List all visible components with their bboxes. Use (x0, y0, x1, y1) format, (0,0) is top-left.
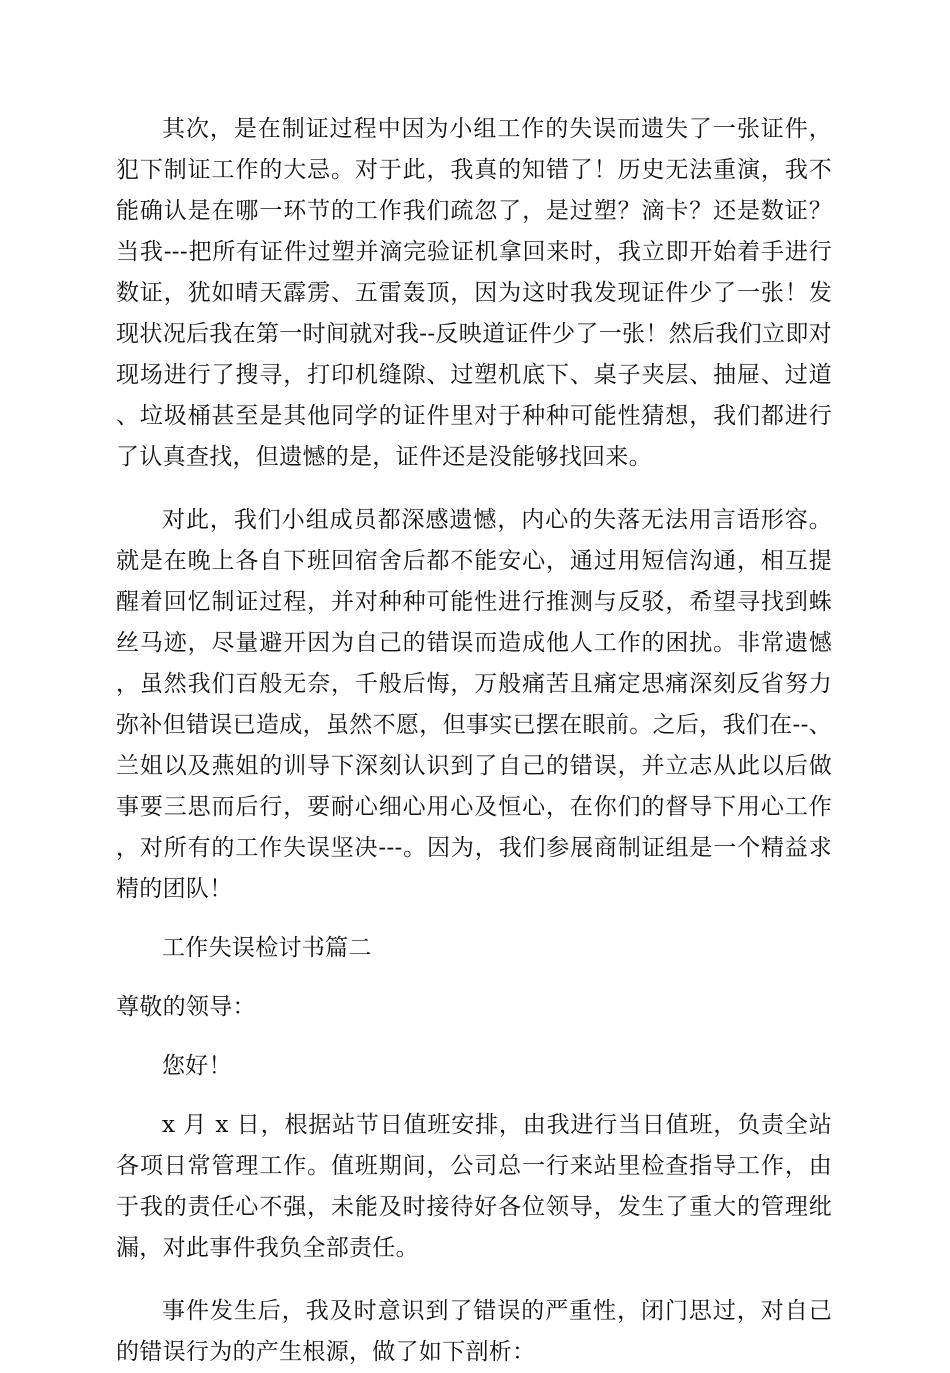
paragraph-lost-certificate: 其次，是在制证过程中因为小组工作的失误而遗失了一张证件，犯下制证工作的大忌。对于此，我真的知错了！历史无法重演，我不能确认是在哪一环节的工作我们疏忽了，是过塑？滴卡？还是数证？当我---把所有证件过塑并滴完验证机拿回来时，我立即开始着手进行数证，犹如晴天霹雳、五雷轰顶，因为这时我发现证件少了一张！发现状况后我在第一时间就对我--反映道证件少了一张！然后我们立即对现场进行了搜寻，打印机缝隙、过塑机底下、桌子夹层、抽屉、过道、垃圾桶甚至是其他同学的证件里对于种种可能性猜想，我们都进行了认真查找，但遗憾的是，证件还是没能够找回来。 (116, 116, 832, 470)
paragraph-reflection: 事件发生后，我及时意识到了错误的严重性，闭门思过，对自己的错误行为的产生根源，做了如下剖析： (116, 1298, 832, 1365)
document-body (116, 109, 832, 1373)
paragraph-duty-incident: x 月 x 日，根据站节日值班安排，由我进行当日值班，负责全站各项日常管理工作。值班期间，公司总一行来站里检查指导工作，由于我的责任心不强，未能及时接待好各位领导，发生了重大的管理纰漏，对此事件我负全部责任。 (116, 1112, 832, 1261)
section-heading: 工作失误检讨书篇二 (162, 935, 372, 961)
salutation: 尊敬的领导： (116, 994, 256, 1020)
greeting: 您好！ (162, 1053, 232, 1079)
paragraph-team-regret: 对此，我们小组成员都深感遗憾，内心的失落无法用言语形容。就是在晚上各自下班回宿舍后都不能安心，通过用短信沟通，相互提醒着回忆制证过程，并对种种可能性进行推测与反驳，希望寻找到蛛丝马迹，尽量避开因为自己的错误而造成他人工作的困扰。非常遗憾，虽然我们百般无奈，千般后悔，万般痛苦且痛定思痛深刻反省努力弥补但错误已造成，虽然不愿，但事实已摆在眼前。之后，我们在--、兰姐以及燕姐的训导下深刻认识到了自己的错误，并立志从此以后做事要三思而后行，要耐心细心用心及恒心，在你们的督导下用心工作，对所有的工作失误坚决---。因为，我们参展商制证组是一个精益求精的团队！ (116, 507, 832, 902)
